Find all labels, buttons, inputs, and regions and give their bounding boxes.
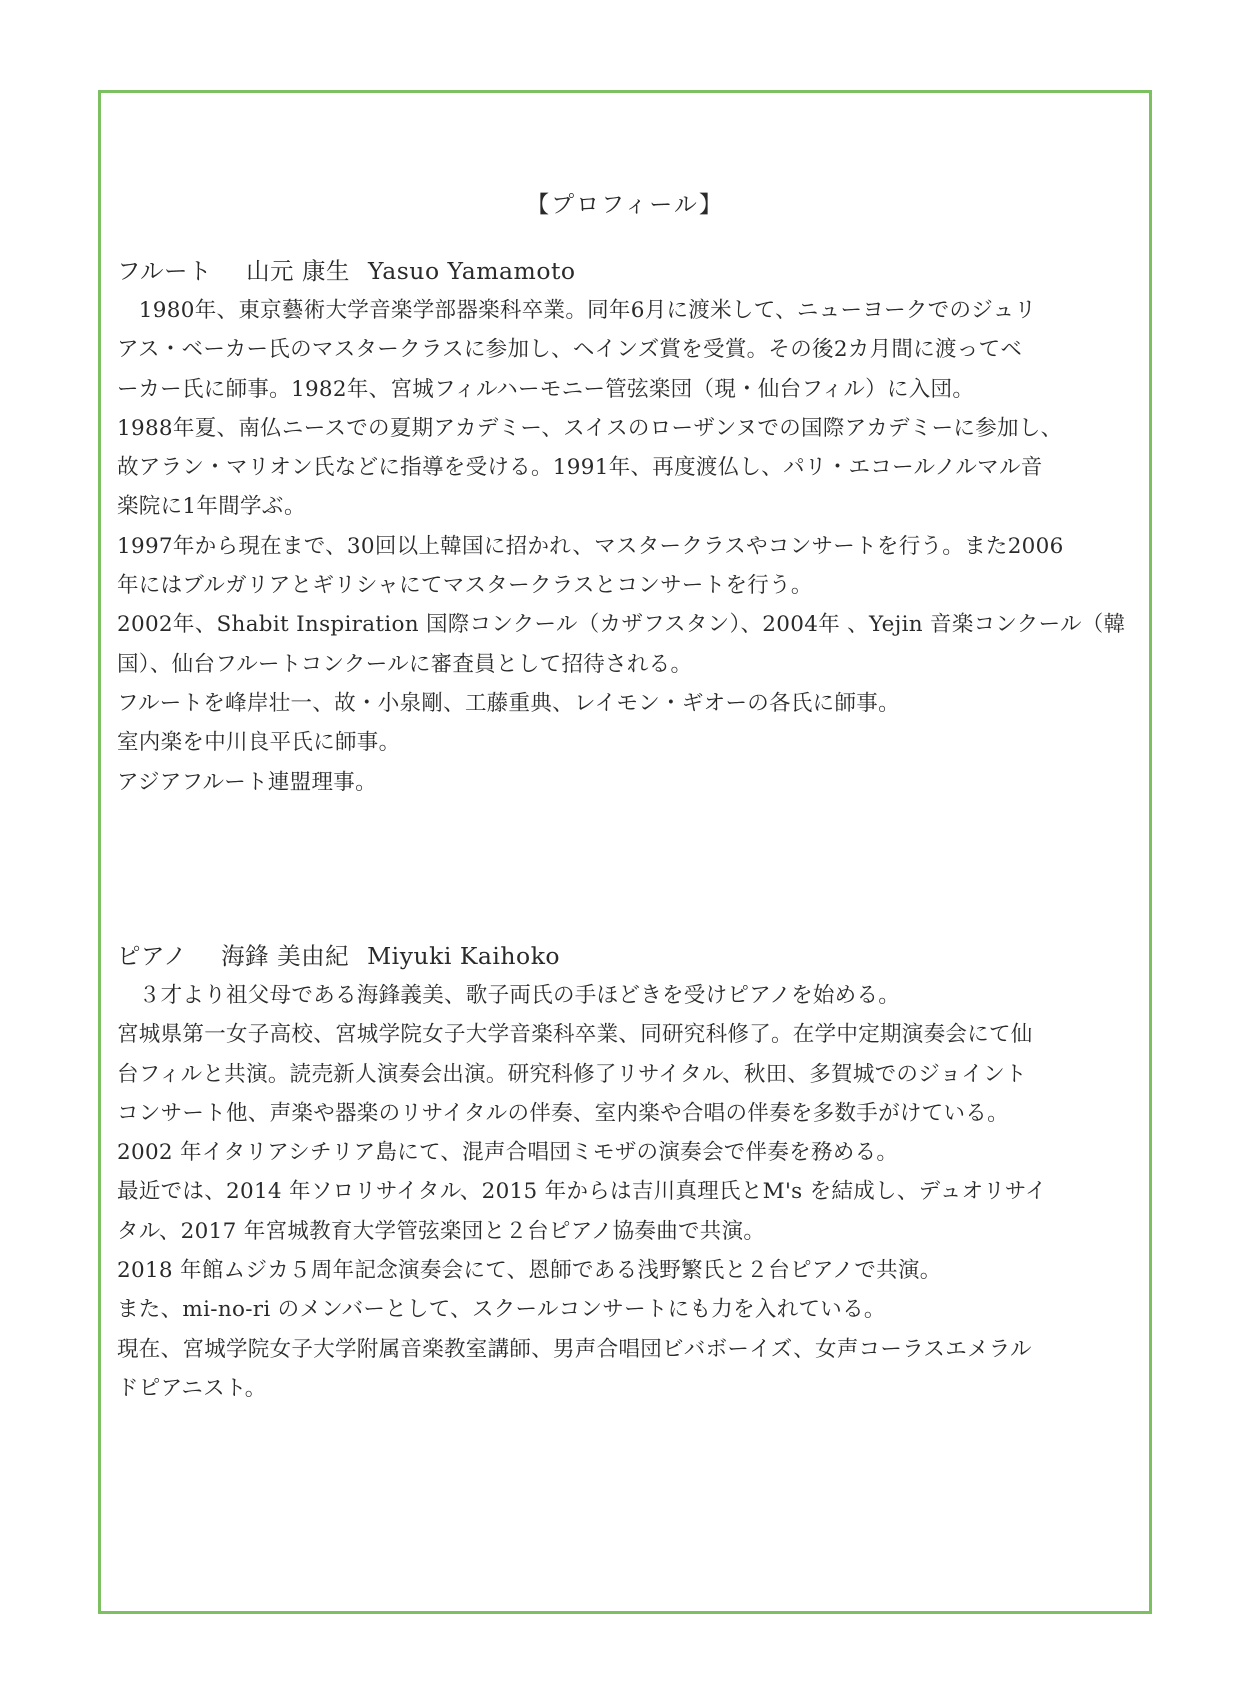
flute-bio-line: 故アラン・マリオン氏などに指導を受ける。1991年、再度渡仏し、パリ・エコールノルマル音 — [117, 455, 1043, 481]
flute-instrument-label: フルート — [117, 257, 213, 285]
piano-name-japanese: 海鋒 美由紀 — [221, 942, 350, 970]
page-heading: 【プロフィール】 — [526, 192, 724, 218]
flute-bio-line: フルートを峰岸壮一、故・小泉剛、工藤重典、レイモン・ギオーの各氏に師事。 — [117, 690, 900, 716]
flute-bio-line: 楽院に1年間学ぶ。 — [117, 494, 306, 520]
piano-bio-line: 台フィルと共演。読売新人演奏会出演。研究科修了リサイタル、秋田、多賀城でのジョイント — [117, 1061, 1027, 1087]
piano-bio-line: 2002 年イタリアシチリア島にて、混声合唱団ミモザの演奏会で伴奏を務める。 — [117, 1140, 899, 1166]
flute-name-english: Yasuo Yamamoto — [368, 257, 576, 285]
piano-bio-line: タル、2017 年宮城教育大学管弦楽団と２台ピアノ協奏曲で共演。 — [117, 1218, 766, 1244]
flute-bio-line: 年にはブルガリアとギリシャにてマスタークラスとコンサートを行う。 — [117, 573, 813, 599]
piano-bio-line: コンサート他、声楽や器楽のリサイタルの伴奏、室内楽や合唱の伴奏を多数手がけている。 — [117, 1100, 1009, 1126]
piano-name-english: Miyuki Kaihoko — [367, 942, 561, 970]
piano-profile-section — [117, 938, 1141, 1408]
flute-bio-line: 室内楽を中川良平氏に師事。 — [117, 730, 401, 756]
flute-bio-line: アス・ベーカー氏のマスタークラスに参加し、ヘインズ賞を受賞。その後2カ月間に渡ってベ — [117, 337, 1023, 363]
flute-bio-line: 1988年夏、南仏ニースでの夏期アカデミー、スイスのローザンヌでの国際アカデミーに参加し、 — [117, 415, 1063, 441]
flute-bio-line: ーカー氏に師事。1982年、宮城フィルハーモニー管弦楽団（現・仙台フィル）に入団。 — [117, 376, 975, 402]
profile-frame — [98, 90, 1152, 1614]
piano-bio-line: 宮城県第一女子高校、宮城学院女子大学音楽科卒業、同研究科修了。在学中定期演奏会にて仙 — [117, 1022, 1033, 1048]
piano-bio-line: ドピアニスト。 — [117, 1375, 267, 1401]
piano-biography — [117, 976, 1141, 1408]
piano-bio-line: 最近では、2014 年ソロリサイタル、2015 年からは吉川真理氏とM's を結成し、デュオリサイ — [117, 1179, 1047, 1205]
flute-bio-line: 2002年、Shabit Inspiration 国際コンクール（カザフスタン）、2004年 、Yejin 音楽コンクール（韓 — [117, 612, 1126, 638]
piano-bio-line: ３才より祖父母である海鋒義美、歌子両氏の手ほどきを受けピアノを始める。 — [117, 983, 901, 1008]
piano-section-title — [117, 938, 1141, 974]
flute-bio-line: アジアフルート連盟理事。 — [117, 769, 377, 795]
flute-biography — [117, 291, 1141, 802]
piano-bio-line: 2018 年館ムジカ５周年記念演奏会にて、恩師である浅野繁氏と２台ピアノで共演。 — [117, 1258, 942, 1284]
flute-bio-line: 1997年から現在まで、30回以上韓国に招かれ、マスタークラスやコンサートを行う。また2006 — [117, 533, 1064, 559]
flute-name-japanese: 山元 康生 — [246, 257, 351, 285]
piano-bio-line: 現在、宮城学院女子大学附属音楽教室講師、男声合唱団ビバボーイズ、女声コーラスエメラル — [117, 1336, 1032, 1362]
flute-section-title — [117, 253, 1141, 289]
flute-bio-line: 国）、仙台フルートコンクールに審査員として招待される。 — [117, 651, 693, 677]
flute-profile-section — [117, 253, 1141, 802]
piano-instrument-label: ピアノ — [117, 942, 188, 970]
piano-bio-line: また、mi-no-ri のメンバーとして、スクールコンサートにも力を入れている。 — [117, 1297, 886, 1323]
flute-bio-line: 1980年、東京藝術大学音楽学部器楽科卒業。同年6月に渡米して、ニューヨークでのジュリ — [117, 298, 1037, 323]
